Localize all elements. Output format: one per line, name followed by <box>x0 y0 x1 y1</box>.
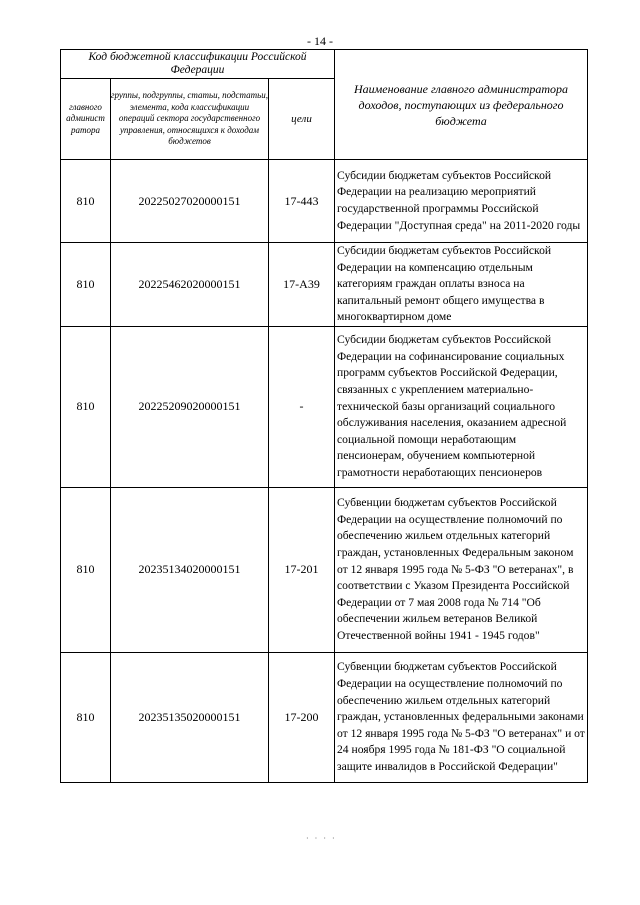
goal-column-header: цели <box>269 79 335 160</box>
table-row <box>61 160 588 243</box>
goal-code-cell: 17-А39 <box>269 243 335 327</box>
revenue-name-cell: Субсидии бюджетам субъектов Российской Федерации на реализацию мероприятий государственной программы Российской Федерации "Доступная среда" на 2011-2020 годы <box>335 160 588 243</box>
admin-code-cell: 810 <box>61 652 111 782</box>
revenue-name-cell: Субвенции бюджетам субъектов Российской Федерации на осуществление полномочий по обеспечению жильем отдельных категорий граждан, установленных Федеральным законом от 12 января 1995 года № 5-ФЗ "О ветеранах", в соответствии с Указом Президента Российской Федерации от 7 мая 2008 года № 714 "Об обеспечении жильем ветеранов Великой Отечественной войны 1941 - 1945 годов" <box>335 487 588 652</box>
admin-code-cell: 810 <box>61 487 111 652</box>
goal-code-cell: 17-201 <box>269 487 335 652</box>
classification-code-cell: 20225027020000151 <box>111 160 269 243</box>
goal-code-cell: 17-443 <box>269 160 335 243</box>
classification-code-cell: 20235135020000151 <box>111 652 269 782</box>
admin-column-header: главного админист ратора <box>61 79 111 160</box>
goal-code-cell: 17-200 <box>269 652 335 782</box>
table-row <box>61 326 588 487</box>
classification-code-cell: 20225209020000151 <box>111 326 269 487</box>
admin-code-cell: 810 <box>61 160 111 243</box>
code-group-header: Код бюджетной классификации Российской Федерации <box>61 50 335 79</box>
groups-column-header: группы, подгруппы, статьи, подстатьи, элемента, кода классификации операций сектора государственного управления, относящихся к доходам бюджетов <box>111 79 269 160</box>
name-column-header: Наименование главного администратора доходов, поступающих из федерального бюджета <box>335 50 588 160</box>
table-row <box>61 243 588 327</box>
table-row <box>61 652 588 782</box>
goal-code-cell: - <box>269 326 335 487</box>
budget-classification-table <box>60 49 588 783</box>
admin-code-cell: 810 <box>61 326 111 487</box>
scan-speck: · · · · <box>306 834 337 843</box>
revenue-name-cell: Субсидии бюджетам субъектов Российской Федерации на софинансирование социальных программ субъектов Российской Федерации, связанных с укреплением материально-технической базы организаций социального обслуживания населения, оказанием адресной социальной помощи неработающим пенсионерам, обучением компьютерной грамотности неработающих пенсионеров <box>335 326 588 487</box>
classification-code-cell: 20235134020000151 <box>111 487 269 652</box>
table-row <box>61 487 588 652</box>
admin-code-cell: 810 <box>61 243 111 327</box>
classification-code-cell: 20225462020000151 <box>111 243 269 327</box>
revenue-name-cell: Субсидии бюджетам субъектов Российской Федерации на компенсацию отдельным категориям граждан оплаты взноса на капитальный ремонт общего имущества в многоквартирном доме <box>335 243 588 327</box>
revenue-name-cell: Субвенции бюджетам субъектов Российской Федерации на осуществление полномочий по обеспечению жильем отдельных категорий граждан, установленных федеральными законами от 12 января 1995 года № 5-ФЗ "О ветеранах" и от 24 ноября 1995 года № 181-ФЗ "О социальной защите инвалидов в Российской Федерации" <box>335 652 588 782</box>
page-number: - 14 - <box>307 34 333 48</box>
